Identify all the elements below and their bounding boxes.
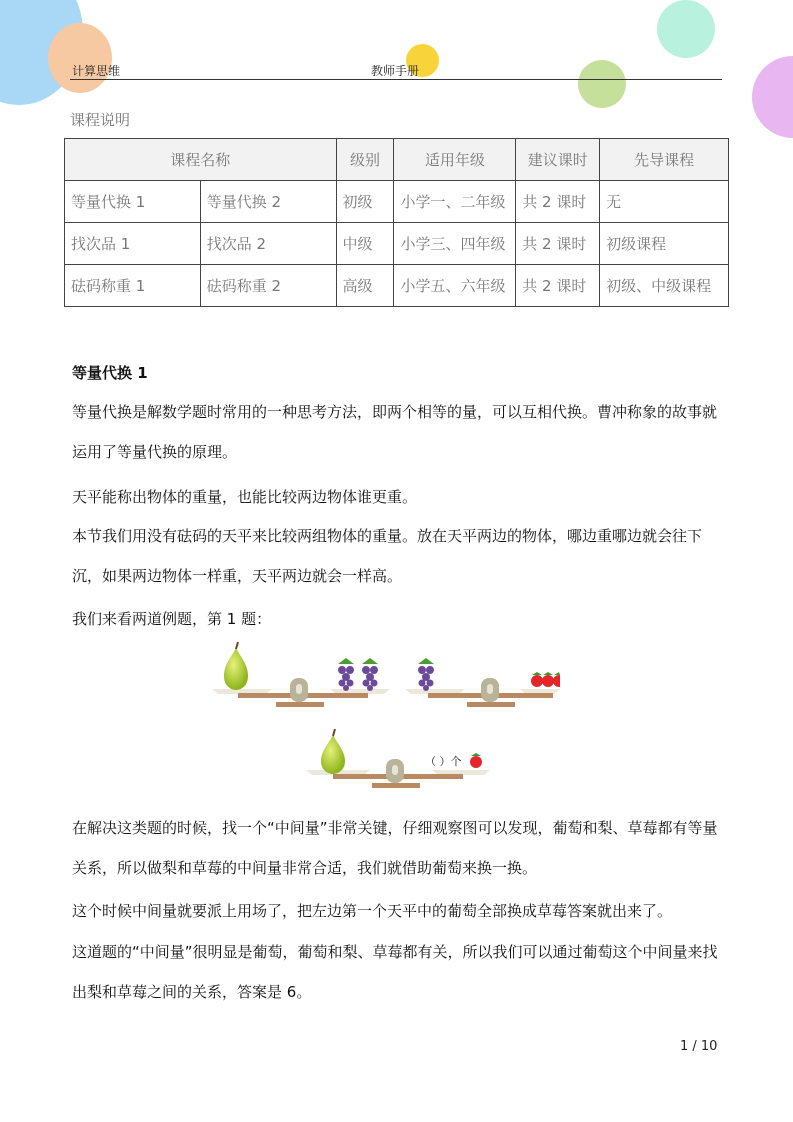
paragraph: 在解决这类题的时候，找一个“中间量”非常关键，仔细观察图可以发现，葡萄和梨、草莓都有等量关系，所以做梨和草莓的中间量非常合适，我们就借助葡萄来换一换。: [72, 819, 718, 877]
table-cell: 无: [600, 181, 729, 223]
table-cell: 小学三、四年级: [394, 223, 516, 265]
decorative-circle-green: [578, 60, 626, 108]
table-cell: 高级: [336, 265, 394, 307]
paragraph: 这个时候中间量就要派上用场了，把左边第一个天平中的葡萄全部换成草莓答案就出来了。: [72, 902, 673, 920]
paragraph: 天平能称出物体的重量，也能比较两边物体谁更重。: [72, 488, 418, 506]
table-header-cell: 适用年级: [394, 139, 516, 181]
table-cell: 找次品 1: [65, 223, 201, 265]
paragraph: 等量代换是解数学题时常用的一种思考方法，即两个相等的量，可以互相代换。曹冲称象的故事就运用了等量代换的原理。: [72, 403, 718, 461]
table-cell: 小学一、二年级: [394, 181, 516, 223]
section-label: 课程说明: [70, 111, 131, 129]
table-cell: 共 2 课时: [516, 181, 600, 223]
page-number: 1 / 10: [680, 1039, 718, 1054]
table-row: [65, 265, 729, 307]
table-cell: 砝码称重 2: [200, 265, 336, 307]
table-header-cell: 建议课时: [516, 139, 600, 181]
paragraph: 我们来看两道例题，第 1 题：: [72, 610, 272, 628]
paragraph: 本节我们用没有砝码的天平来比较两组物体的重量。放在天平两边的物体，哪边重哪边就会往下沉，如果两边物体一样重，天平两边就会一样高。: [72, 527, 703, 585]
table-cell: 等量代换 1: [65, 181, 201, 223]
header-center: 教师手册: [371, 64, 420, 78]
header-left: 计算思维: [72, 64, 121, 78]
grapes-icon: [338, 666, 354, 691]
table-cell: 初级、中级课程: [600, 265, 729, 307]
balance-scale-2: [405, 658, 560, 707]
balance-scales-figure: [210, 640, 560, 805]
table-cell: 砝码称重 1: [65, 265, 201, 307]
table-header-cell: 课程名称: [65, 139, 337, 181]
question-label: （ ）个: [425, 755, 462, 768]
pear-icon: [224, 648, 248, 690]
decorative-circle-mint: [657, 0, 715, 58]
table-cell: 小学五、六年级: [394, 265, 516, 307]
table-cell: 中级: [336, 223, 394, 265]
table-cell: 等量代换 2: [200, 181, 336, 223]
grapes-icon: [418, 666, 434, 691]
section-heading: 等量代换 1: [72, 364, 148, 382]
table-header-row: [65, 139, 729, 181]
course-table: [64, 138, 729, 307]
paragraph: 这道题的“中间量”很明显是葡萄，葡萄和梨、草莓都有关，所以我们可以通过葡萄这个中间量来找出梨和草莓之间的关系，答案是 6。: [72, 943, 718, 1001]
balance-scale-1: [212, 642, 390, 707]
grapes-icon: [362, 666, 378, 691]
strawberry-icon: [470, 753, 482, 768]
balance-scale-3: [306, 729, 490, 788]
header-rule: [70, 79, 722, 80]
table-header-cell: 先导课程: [600, 139, 729, 181]
table-header-cell: 级别: [336, 139, 394, 181]
decorative-circle-peach: [48, 23, 112, 93]
table-cell: 共 2 课时: [516, 265, 600, 307]
table-cell: 共 2 课时: [516, 223, 600, 265]
strawberries-icon: [531, 672, 560, 687]
table-cell: 找次品 2: [200, 223, 336, 265]
table-cell: 初级课程: [600, 223, 729, 265]
balance-scales-illustration: [210, 640, 560, 805]
pear-icon: [321, 735, 345, 774]
table-cell: 初级: [336, 181, 394, 223]
table-row: [65, 223, 729, 265]
decorative-circle-purple: [752, 56, 793, 138]
table-row: [65, 181, 729, 223]
